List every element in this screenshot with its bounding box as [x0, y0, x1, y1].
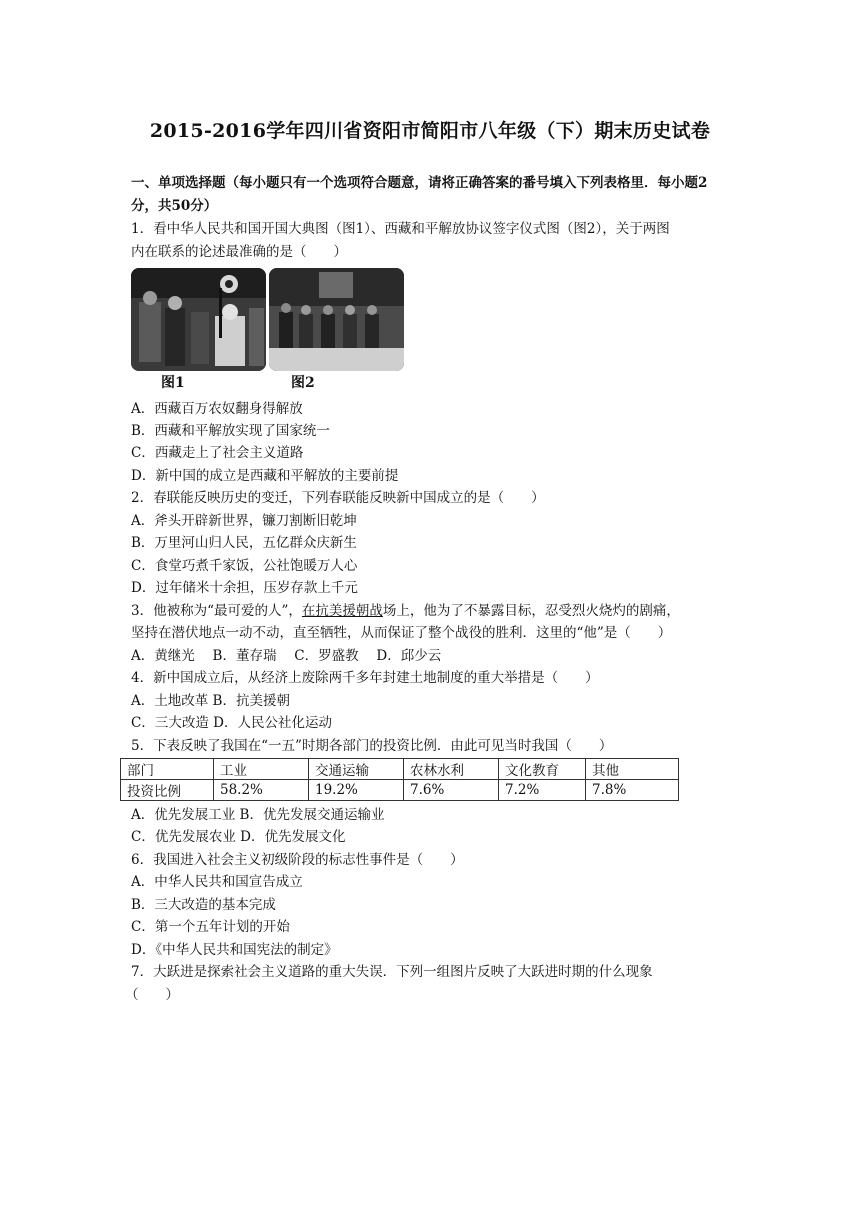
exam-title: 2015-2016学年四川省资阳市简阳市八年级（下）期末历史试卷 — [149, 120, 711, 142]
table-cell: 58.2% — [214, 780, 309, 801]
table-cell: 7.6% — [404, 780, 499, 801]
q4-options-line1: A．土地改革 B．抗美援朝 — [131, 693, 290, 709]
q6-stem: 6．我国进入社会主义初级阶段的标志性事件是（ ） — [131, 852, 464, 868]
q3-stem-part2: 场上，他为了不暴露目标，忍受烈火烧灼的剧痛， — [382, 603, 680, 619]
q3-stem-underlined: 在抗美援朝战 — [301, 603, 383, 619]
q3-stem-part1: 3．他被称为“最可爱的人”， — [131, 603, 302, 619]
q4-stem: 4．新中国成立后，从经济上废除两千多年封建土地制度的重大举措是（ ） — [131, 670, 599, 686]
q1-stem-line1: 1．看中华人民共和国开国大典图（图1）、西藏和平解放协议签字仪式图（图2），关于两图 — [131, 221, 670, 237]
investment-table — [120, 758, 679, 801]
founding-ceremony-photo — [131, 268, 266, 371]
q5-options-line1: A．优先发展工业 B．优先发展交通运输业 — [131, 807, 385, 823]
table-cell: 交通运输 — [309, 759, 404, 780]
section-heading: 一、单项选择题（每小题只有一个选项符合题意，请将正确答案的番号填入下列表格里．每小题2分，共50分） — [131, 175, 708, 214]
q3-stem-line2: 坚持在潜伏地点一动不动，直至牺牲，从而保证了整个战役的胜利．这里的“他”是（ ） — [131, 625, 672, 641]
q6-option-c: C．第一个五年计划的开始 — [131, 919, 290, 935]
q1-stem-line2: 内在联系的论述最准确的是（ ） — [131, 244, 347, 260]
q2-option-a: A．斧头开辟新世界，镰刀割断旧乾坤 — [131, 513, 357, 529]
q1-option-a: A．西藏百万农奴翻身得解放 — [131, 401, 303, 417]
q3-options: A．黄继光 B．董存瑞 C．罗盛教 D．邱少云 — [131, 648, 442, 664]
table-cell: 投资比例 — [121, 780, 214, 801]
table-header-row — [121, 759, 679, 780]
q1-option-b: B．西藏和平解放实现了国家统一 — [131, 423, 330, 439]
table-cell: 部门 — [121, 759, 214, 780]
table-cell: 7.8% — [586, 780, 679, 801]
figure-1-caption: 图1 — [161, 375, 185, 391]
q5-stem: 5．下表反映了我国在“一五”时期各部门的投资比例．由此可见当时我国（ ） — [131, 738, 613, 754]
table-cell: 19.2% — [309, 780, 404, 801]
table-cell: 农林水利 — [404, 759, 499, 780]
q7-stem-line1: 7．大跃进是探索社会主义道路的重大失误．下列一组图片反映了大跃进时期的什么现象 — [131, 964, 653, 980]
q4-options-line2: C．三大改造 D．人民公社化运动 — [131, 715, 332, 731]
q1-figures — [131, 268, 406, 393]
table-cell: 其他 — [586, 759, 679, 780]
q2-option-d: D．过年储米十余担，压岁存款上千元 — [131, 580, 358, 596]
q6-option-a: A．中华人民共和国宣告成立 — [131, 874, 303, 890]
table-cell: 工业 — [214, 759, 309, 780]
figure-2-caption: 图2 — [291, 375, 315, 391]
table-cell: 文化教育 — [499, 759, 586, 780]
q5-options-line2: C．优先发展农业 D．优先发展文化 — [131, 829, 346, 845]
table-row — [121, 780, 679, 801]
q6-option-b: B．三大改造的基本完成 — [131, 897, 276, 913]
table-cell: 7.2% — [499, 780, 586, 801]
tibet-agreement-signing-photo — [269, 268, 404, 371]
q2-stem: 2．春联能反映历史的变迁，下列春联能反映新中国成立的是（ ） — [131, 490, 545, 506]
q3-stem-line1 — [131, 600, 680, 622]
q6-option-d: D．《中华人民共和国宪法的制定》 — [131, 942, 338, 958]
q1-option-d: D．新中国的成立是西藏和平解放的主要前提 — [131, 468, 399, 484]
q2-option-b: B．万里河山归人民，五亿群众庆新生 — [131, 535, 357, 551]
q7-stem-line2: （ ） — [125, 987, 179, 1003]
q1-option-c: C．西藏走上了社会主义道路 — [131, 445, 304, 461]
q2-option-c: C．食堂巧煮千家饭，公社饱暖万人心 — [131, 558, 358, 574]
